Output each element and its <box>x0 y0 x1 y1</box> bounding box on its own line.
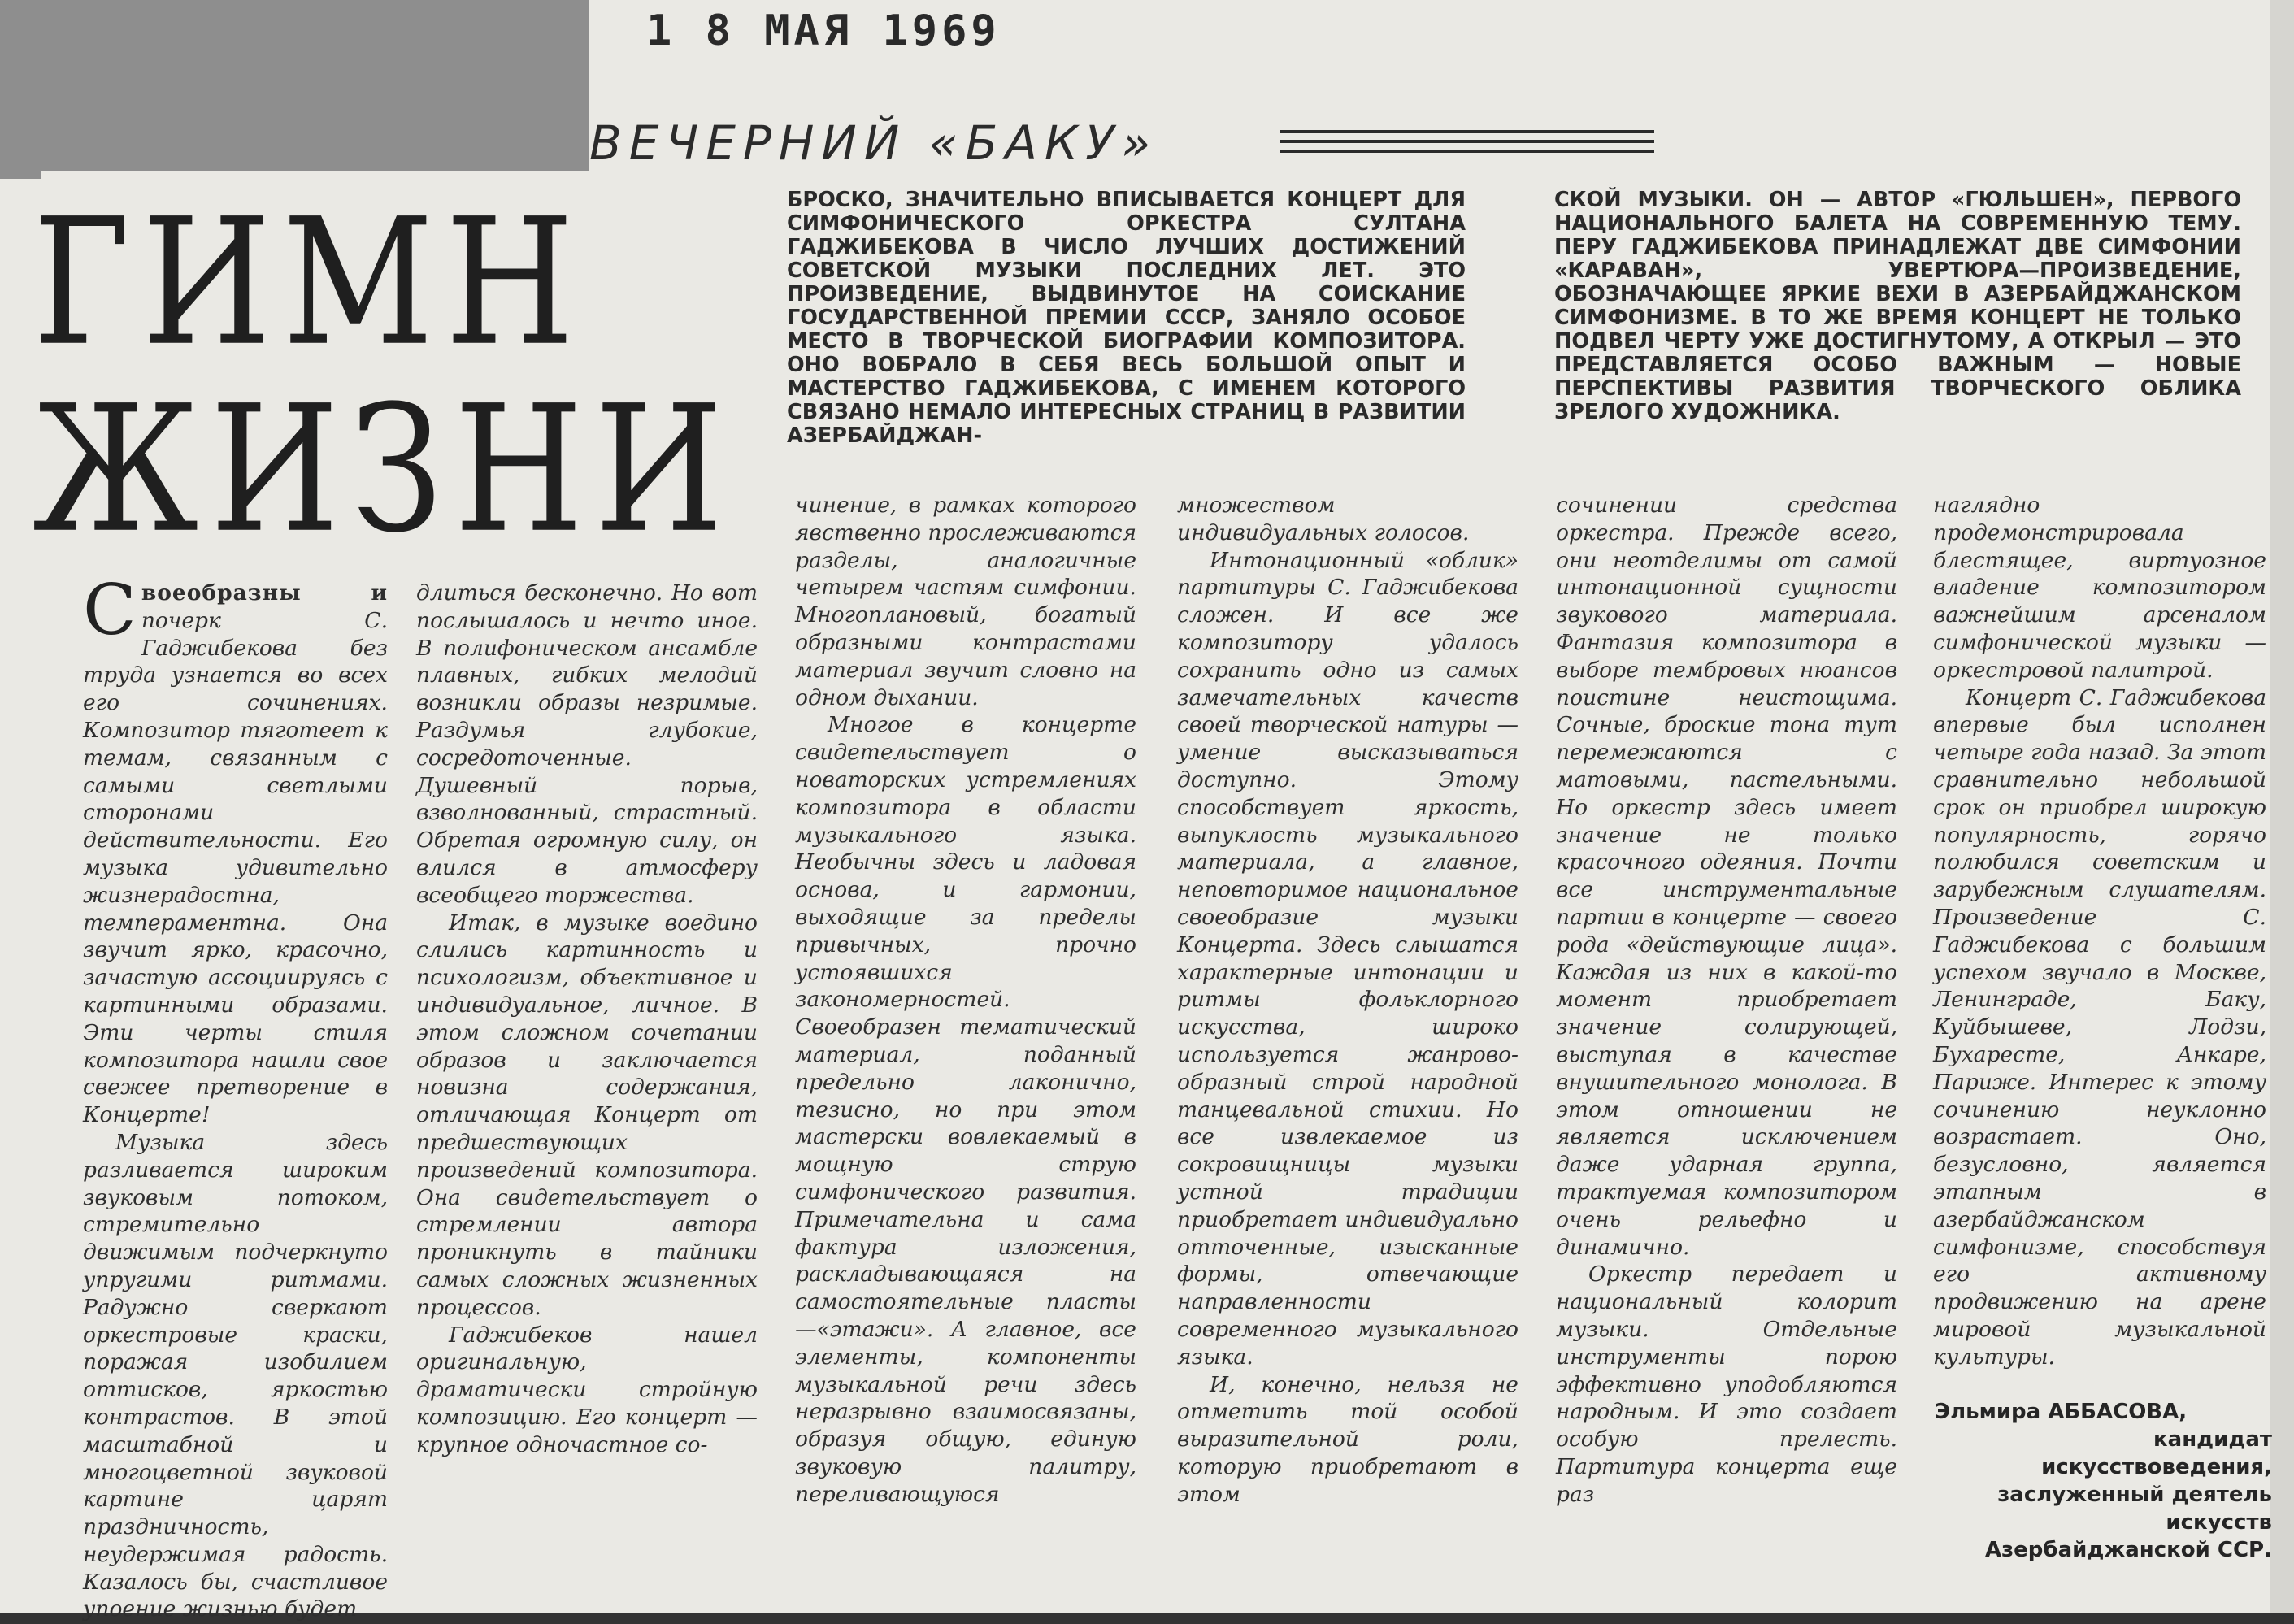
paragraph: Гаджибеков нашел оригинальную, драматически стройную композицию. Его концерт — крупное одночастное со- <box>416 1322 758 1457</box>
author-name: Эльмира АББАСОВА, <box>1935 1400 2188 1424</box>
date-stamp: 1 8 МАЯ 1969 <box>646 7 1001 55</box>
masthead: ВЕЧЕРНИЙ «БАКУ» <box>589 115 1158 171</box>
paragraph: наглядно продемонстрировала блестящее, виртуозное владение композитором важнейшим арсеналом симфонической музыки — оркестровой палитрой. <box>1933 493 2266 683</box>
masthead-rules <box>1280 130 1654 159</box>
paragraph: чинение, в рамках которого явственно прослеживаются разделы, аналогичные четырем частям симфонии. Многоплановый, богатый образными контрастами материал звучит словно на одном дыхании. <box>795 493 1136 710</box>
article-column-6 <box>1933 492 2266 1371</box>
paragraph: Итак, в музыке воедино слились картинность и психологизм, объективное и индивидуальное, личное. В этом сложном сочетании образов и заключается новизна содержания, отличающая Концерт от предшествующих произведений композитора. Она свидетельствует о стремлении автора проникнуть в тайники самых сложных жизненных процессов. <box>416 910 758 1320</box>
lead-paragraph-2: СКОЙ МУЗЫКИ. ОН — АВТОР «ГЮЛЬШЕН», ПЕРВОГО НАЦИОНАЛЬНОГО БАЛЕТА НА СОВРЕМЕННУЮ ТЕМУ. ПЕРУ ГАДЖИБЕКОВА ПРИНАДЛЕЖАТ ДВЕ СИМФОНИИ «КАРАВАН», УВЕРТЮРА—ПРОИЗВЕДЕНИЕ, ОБОЗНАЧАЮЩЕЕ ЯРКИЕ ВЕХИ В АЗЕРБАЙДЖАНСКОМ СИМФОНИЗМЕ. В ТО ЖЕ ВРЕМЯ КОНЦЕРТ НЕ ТОЛЬКО ПОДВЕЛ ЧЕРТУ УЖЕ ДОСТИГНУТОМУ, А ОТКРЫЛ — ЭТО ПРЕДСТАВЛЯЕТСЯ ОСОБО ВАЖНЫМ — НОВЫЕ ПЕРСПЕКТИВЫ РАЗВИТИЯ ТВОРЧЕСКОГО ОБЛИКА ЗРЕЛОГО ХУДОЖНИКА. <box>1554 188 2241 424</box>
paragraph: Интонационный «облик» партитуры С. Гаджибекова сложен. И все же композитору удалось сохранить одно из самых замечательных качеств своей творческой натуры — умение высказываться доступно. Этому способствует яркость, выпуклость музыкального материала, а главное, неповторимое национальное своеобразие музыки Концерта. Здесь слышатся характерные интонации и ритмы фольклорного искусства, широко используется жанрово-образный строй народной танцевальной стихии. Но все извлекаемое из сокровищницы музыки устной традиции приобретает индивидуально отточенные, изысканные формы, отвечающие направленности современного музыкального языка. <box>1177 547 1518 1370</box>
background-corner-notch <box>0 122 41 179</box>
paragraph: Музыка здесь разливается широким звуковым потоком, стремительно движимым подчеркнуто упругими ритмами. Радужно сверкают оркестровые краски, поражая изобилием оттисков, яркостью контрастов. В этой масштабной и многоцветной звуковой картине царят праздничность, неудержимая радость. Казалось бы, счастливое упоение жизнью будет <box>83 1129 388 1622</box>
paragraph: Оркестр передает и национальный колорит музыки. Отдельные инструменты порою эффективно уподобляются народным. И это создает особую прелесть. Партитура концерта еще раз <box>1556 1261 1897 1507</box>
drop-cap: С <box>83 570 137 651</box>
article-column-3 <box>795 492 1136 1508</box>
article-column-4 <box>1177 492 1518 1508</box>
headline-line-1: ГИМН <box>33 180 586 384</box>
paragraph: Многое в концерте свидетельствует о новаторских устремлениях композитора в области музыкального языка. Необычны здесь и ладовая основа, и гармонии, выходящие за пределы привычных, прочно устоявшихся закономерностей. Своеобразен тематический материал, поданный предельно лаконично, тезисно, но при этом мастерски вовлекаемый в мощную струю симфонического развития. Примечательна и сама фактура изложения, раскладывающаяся на самостоятельные пласты —«этажи». А главное, все элементы, компоненты музыкальной речи здесь неразрывно взаимосвязаны, образуя общую, единую звуковую палитру, переливающуюся <box>795 712 1136 1507</box>
headline-line-2: ЖИЗНИ <box>33 367 736 571</box>
paragraph: Концерт С. Гаджибекова впервые был исполнен четыре года назад. За этот сравнительно небольшой срок он приобрел широкую популярность, горячо полюбился советским и зарубежным слушателям. Произведение С. Гаджибекова с большим успехом звучало в Москве, Ленинграде, Баку, Куйбышеве, Лодзи, Бухаресте, Анкаре, Париже. Интерес к этому сочинению неуклонно возрастает. Оно, безусловно, является этапным в азербайджанском симфонизме, способствуя его активному продвижению на арене мировой музыкальной культуры. <box>1933 684 2266 1370</box>
paragraph: сочинении средства оркестра. Прежде всего, они неотделимы от самой интонационной сущности звукового материала. Фантазия композитора в выборе тембровых нюансов поистине неистощима. Сочные, броские тона тут перемежаются с матовыми, пастельными. Но оркестр здесь имеет значение не только красочного одеяния. Почти все инструментальные партии в концерте — своего рода «действующие лица». Каждая из них в какой-то момент приобретает значение солирующей, выступая в качестве внушительного монолога. В этом отношении не является исключением даже ударная группа, трактуемая композитором очень рельефно и динамично. <box>1556 493 1897 1260</box>
opening-words: воеобразны и <box>141 580 388 606</box>
paragraph: почерк С. Гаджибекова без труда узнается во всех его сочинениях. Композитор тяготеет к темам, связанным с самыми светлыми сторонами действительности. Его музыка удивительно жизнерадостна, темпераментна. Она звучит ярко, красочно, зачастую ассоциируясь с картинными образами. Эти черты стиля композитора нашли свое свежее претворение в Концерте! <box>83 607 388 1128</box>
article-column-5 <box>1556 492 1897 1508</box>
background-corner <box>0 0 589 171</box>
paragraph: множеством индивидуальных голосов. <box>1177 493 1470 545</box>
author-signature <box>1935 1398 2272 1564</box>
lead-paragraph-1: БРОСКО, ЗНАЧИТЕЛЬНО ВПИСЫВАЕТСЯ КОНЦЕРТ ДЛЯ СИМФОНИЧЕСКОГО ОРКЕСТРА СУЛТАНА ГАДЖИБЕКОВА В ЧИСЛО ЛУЧШИХ ДОСТИЖЕНИЙ СОВЕТСКОЙ МУЗЫКИ ПОСЛЕДНИХ ЛЕТ. ЭТО ПРОИЗВЕДЕНИЕ, ВЫДВИНУТОЕ НА СОИСКАНИЕ ГОСУДАРСТВЕННОЙ ПРЕМИИ СССР, ЗАНЯЛО ОСОБОЕ МЕСТО В ТВОРЧЕСКОЙ БИОГРАФИИ КОМПОЗИТОРА. ОНО ВОБРАЛО В СЕБЯ ВЕСЬ БОЛЬШОЙ ОПЫТ И МАСТЕРСТВО ГАДЖИБЕКОВА, С ИМЕНЕМ КОТОРОГО СВЯЗАНО НЕМАЛО ИНТЕРЕСНЫХ СТРАНИЦ В РАЗВИТИИ АЗЕРБАЙДЖАН- <box>787 188 1466 448</box>
article-column-1 <box>83 570 388 1623</box>
paragraph: длиться бесконечно. Но вот послышалось и нечто иное. В полифоническом ансамбле плавных, гибких мелодий возникли образы незримые. Раздумья глубокие, сосредоточенные. Душевный порыв, взволнованный, страстный. Обретая огромную силу, он влился в атмосферу всеобщего торжества. <box>416 580 758 908</box>
article-column-2 <box>416 580 758 1459</box>
paragraph: И, конечно, нельзя не отметить той особой выразительной роли, которую приобретают в этом <box>1177 1371 1518 1507</box>
author-credentials: кандидат искусствоведения, заслуженный деятель искусств Азербайджанской ССР. <box>1984 1427 2272 1562</box>
page-edge <box>2270 0 2294 1624</box>
